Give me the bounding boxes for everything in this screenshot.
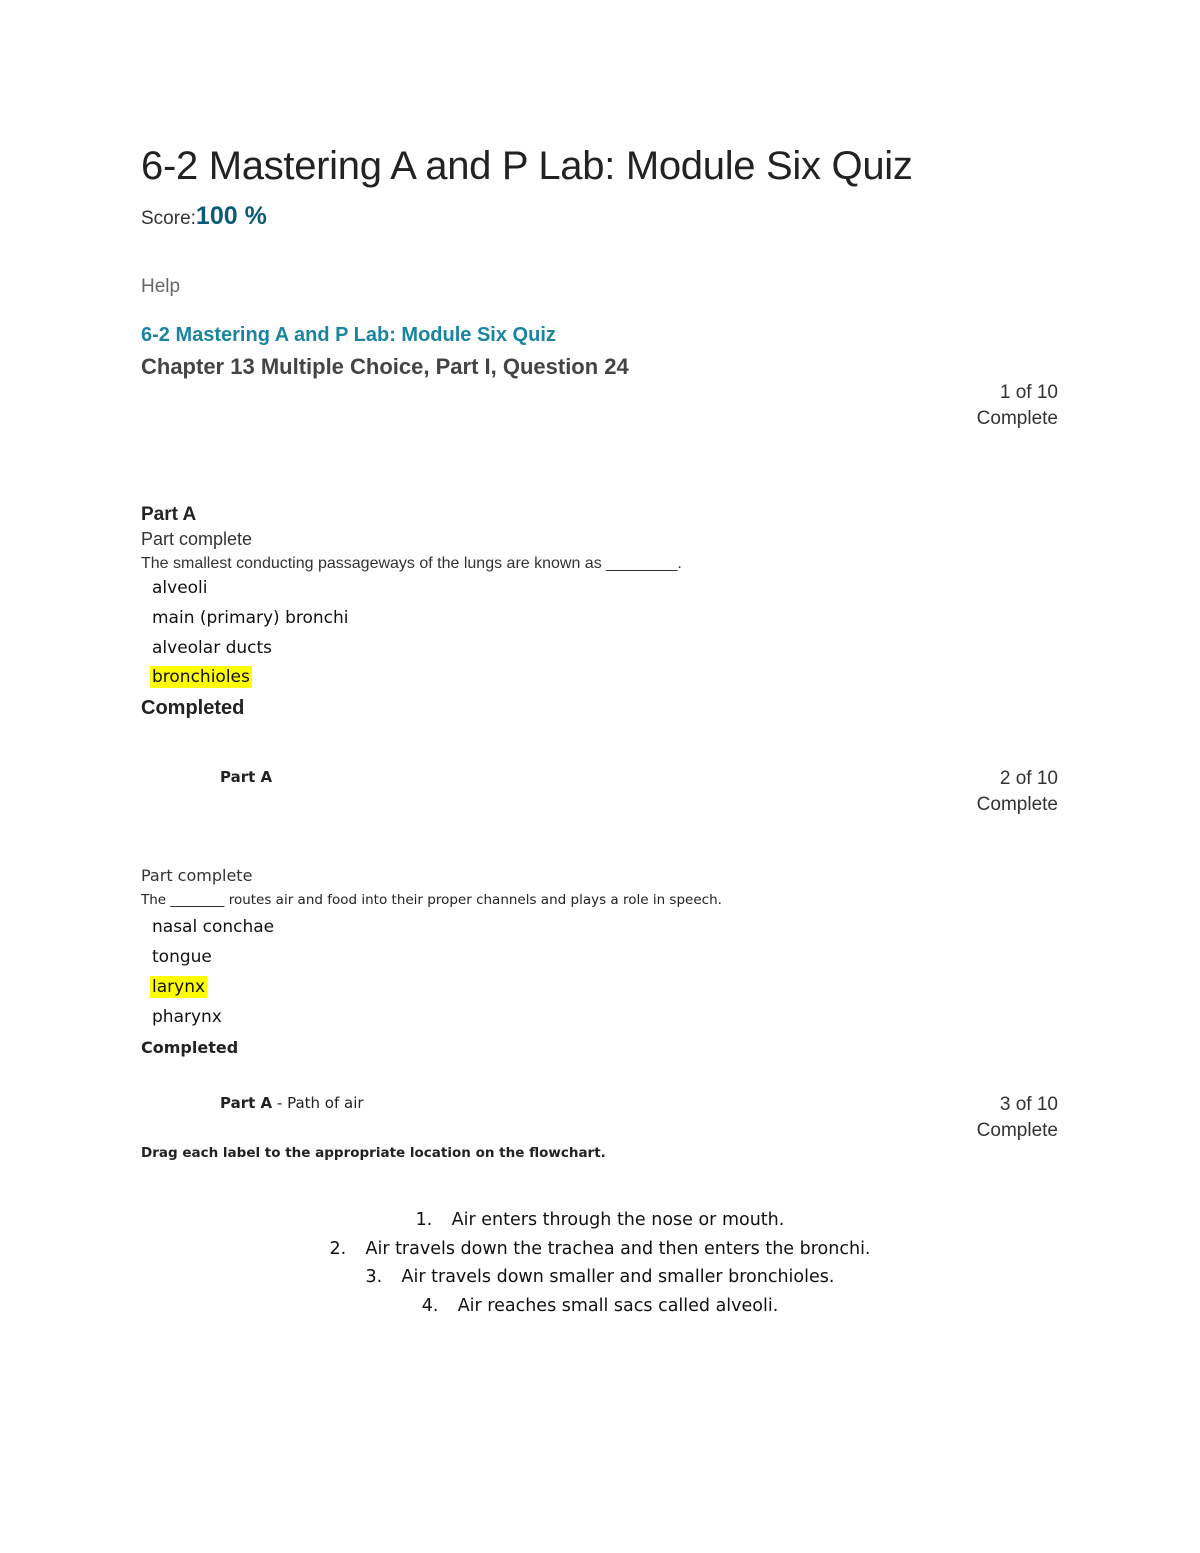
score-label: Score:	[141, 208, 196, 229]
score-value: 100 %	[195, 202, 267, 230]
flowchart-steps	[0, 1206, 1200, 1320]
step-number: 4.	[421, 1295, 439, 1316]
flowchart-step[interactable]	[0, 1263, 1200, 1292]
question-prompt-2: The ________ routes air and food into their proper channels and plays a role in speech.	[141, 892, 722, 908]
counter-value: 2 of 10	[999, 768, 1058, 789]
question-counter-1	[977, 380, 1058, 432]
part-status-1: Part complete	[141, 529, 253, 549]
option-alveoli[interactable]: alveoli	[152, 578, 208, 598]
quiz-title-link[interactable]: 6-2 Mastering A and P Lab: Module Six Quiz	[141, 324, 556, 346]
help-link[interactable]: Help	[141, 276, 181, 297]
counter-status: Complete	[976, 794, 1058, 815]
option-larynx-selected[interactable]: larynx	[152, 977, 206, 997]
flowchart-step[interactable]	[0, 1206, 1200, 1235]
part-subtitle: - Path of air	[272, 1094, 364, 1112]
counter-status: Complete	[976, 1120, 1058, 1141]
result-2: Completed	[141, 1038, 239, 1057]
counter-status: Complete	[976, 408, 1058, 429]
flowchart-step[interactable]	[0, 1292, 1200, 1321]
option-bronchioles-selected[interactable]: bronchioles	[152, 667, 250, 687]
step-text: Air travels down smaller and smaller bronchioles.	[401, 1267, 835, 1287]
result-1: Completed	[141, 697, 245, 719]
part-label-3	[220, 1094, 364, 1112]
part-label-1: Part A	[141, 504, 197, 525]
score	[141, 202, 267, 231]
counter-value: 1 of 10	[999, 382, 1058, 403]
counter-value: 3 of 10	[999, 1094, 1058, 1115]
question-counter-3	[977, 1092, 1058, 1144]
part-label-2: Part A	[220, 768, 273, 786]
flowchart-step[interactable]	[0, 1235, 1200, 1264]
option-nasal-conchae[interactable]: nasal conchae	[152, 917, 275, 937]
part-status-2: Part complete	[141, 866, 253, 885]
step-text: Air enters through the nose or mouth.	[451, 1210, 785, 1230]
option-alveolar-ducts[interactable]: alveolar ducts	[152, 638, 273, 658]
step-text: Air travels down the trachea and then enters the bronchi.	[365, 1238, 871, 1259]
step-number: 2.	[329, 1238, 347, 1259]
option-pharynx[interactable]: pharynx	[152, 1007, 222, 1027]
question-prompt-1: The smallest conducting passageways of the lungs are known as ________.	[141, 555, 682, 572]
step-text: Air reaches small sacs called alveoli.	[457, 1295, 779, 1316]
page-title: 6-2 Mastering A and P Lab: Module Six Quiz	[141, 144, 913, 188]
option-main-bronchi[interactable]: main (primary) bronchi	[152, 608, 349, 628]
question-instruction-3: Drag each label to the appropriate location on the flowchart.	[141, 1145, 606, 1161]
option-tongue[interactable]: tongue	[152, 947, 212, 967]
chapter-title: Chapter 13 Multiple Choice, Part I, Question 24	[141, 354, 629, 379]
question-counter-2	[977, 766, 1058, 818]
step-number: 1.	[415, 1210, 433, 1230]
step-number: 3.	[365, 1267, 383, 1287]
part-label: Part A	[220, 1094, 273, 1112]
